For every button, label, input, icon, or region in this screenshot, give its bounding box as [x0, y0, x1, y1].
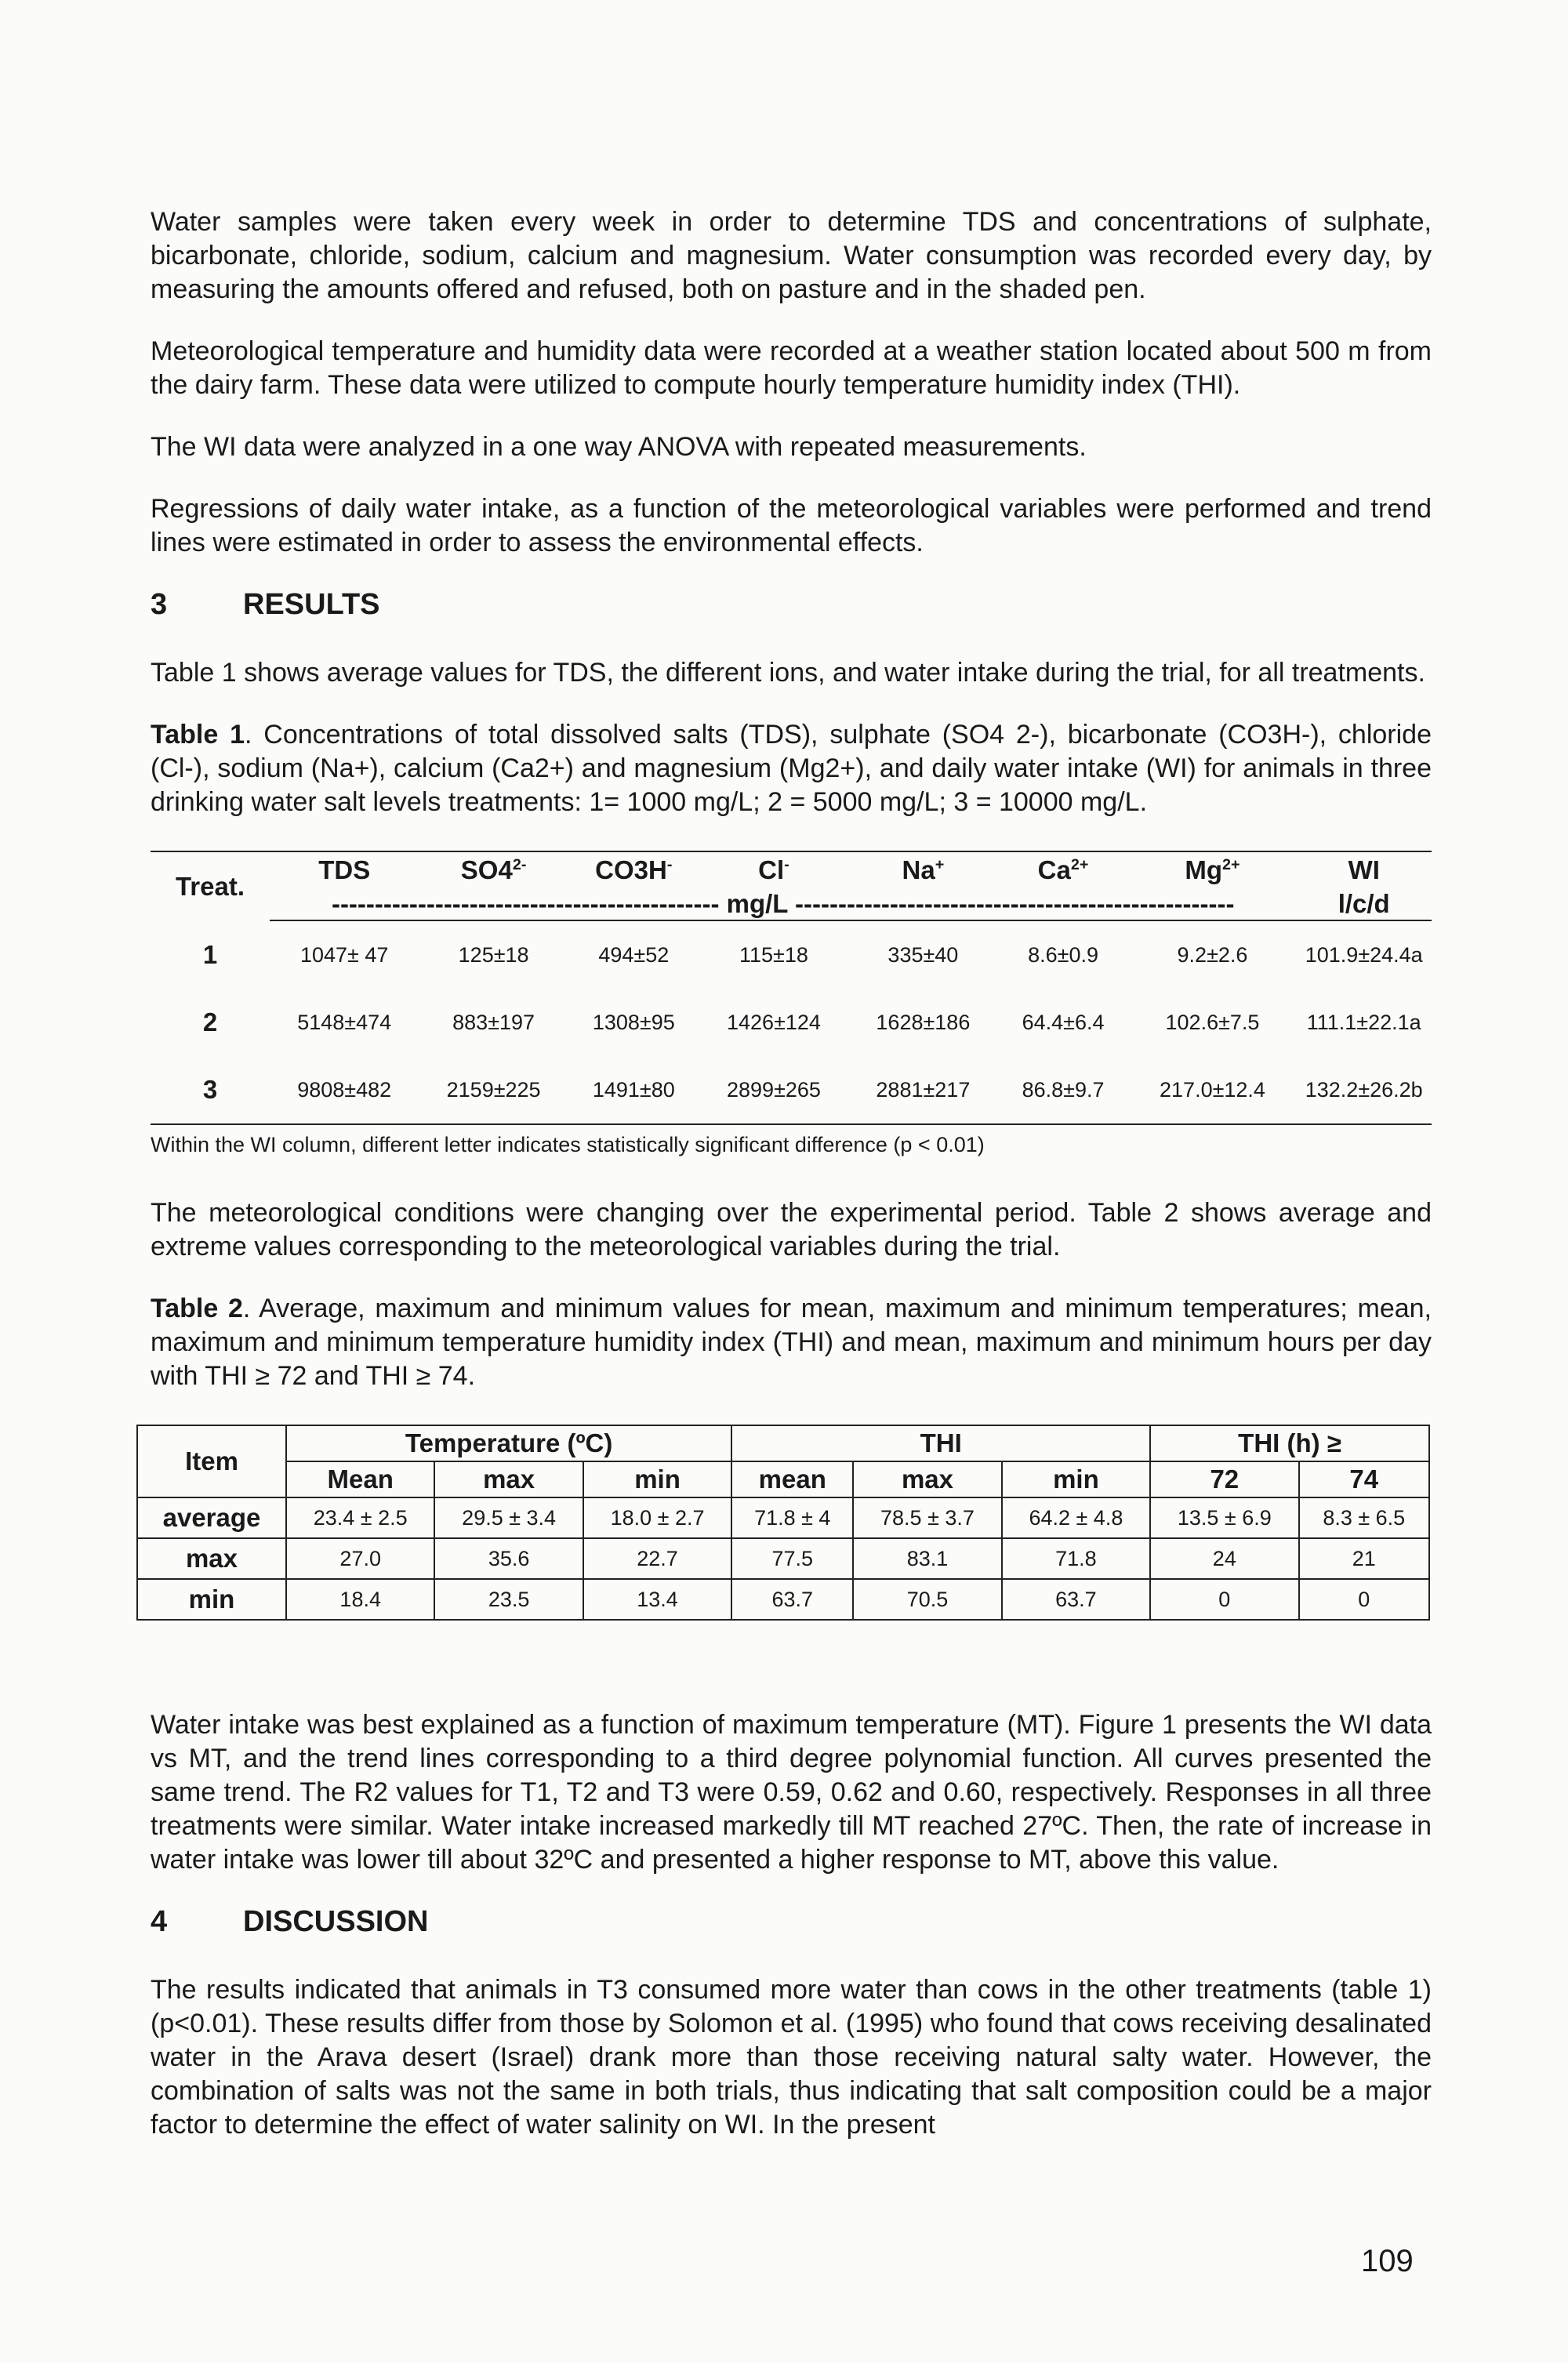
mg-cell: 102.6±7.5 [1165, 1010, 1260, 1034]
tds-cell: 1047± 47 [299, 942, 389, 967]
table1-header-cl [699, 851, 848, 888]
table2-cell: 77.5 [731, 1538, 853, 1579]
ca-sup: 2+ [1070, 856, 1089, 873]
unit-dash-line: --------------------------------------------- mg/L --------------------------------------------------- [331, 889, 1235, 918]
paragraph-discussion: The results indicated that animals in T3 consumed more water than cows in the other treatments (table 1) (p<0.01). These results differ from those by Solomon et al. (1995) who found that cows receiving desalinated water in the Arava desert (Israel) drank more than those receiving natural salty water. However, the combination of salts was not the same in both trials, thus indicating that salt composition could be a major factor to determine the effect of water salinity on WI. In the present [151, 1975, 1432, 2140]
paragraph-water-samples: Water samples were taken every week in order to determine TDS and concentrations of sulphate, bicarbonate, chloride, sodium, calcium and magnesium. Water consumption was recorded every day, by measuring the amounts offered and refused, both on pasture and in the shaded pen. [151, 207, 1432, 304]
ca-cell: 86.8±9.7 [998, 1056, 1129, 1124]
table1-unit-row [151, 888, 1432, 920]
table1-header-treat: Treat. [151, 851, 270, 920]
table2-cell: 63.7 [731, 1579, 853, 1620]
table2-cell: 21 [1299, 1538, 1429, 1579]
section-number: 3 [151, 588, 168, 621]
table1-header-row [151, 851, 1432, 888]
na-cell: 335±40 [887, 942, 959, 967]
page-number: 109 [1361, 2244, 1414, 2278]
treat-cell: 1 [202, 939, 218, 969]
table2-header-item: Item [137, 1425, 286, 1497]
table1-header-na [848, 851, 997, 888]
table-row [151, 989, 1432, 1056]
table2 [136, 1425, 1430, 1621]
cl-sup: - [784, 856, 789, 873]
table2-cell: 23.5 [434, 1579, 583, 1620]
paragraph-results-intro: Table 1 shows average values for TDS, the different ions, and water intake during the trial, for all treatments. [151, 658, 1425, 688]
table2-cell: 70.5 [853, 1579, 1001, 1620]
cl-cell: 115±18 [739, 942, 808, 967]
table2-sub-header: min [1002, 1461, 1150, 1497]
so4-cell: 2159±225 [419, 1056, 568, 1124]
so4-sup: 2- [512, 856, 527, 873]
ca-cell: 64.4±6.4 [1022, 1010, 1105, 1034]
co3h-cell: 494±52 [598, 942, 670, 967]
wi-cell: 111.1±22.1a [1306, 1010, 1421, 1034]
table2-cell: 8.3 ± 6.5 [1299, 1497, 1429, 1538]
table2-row-label: min [137, 1579, 286, 1620]
table1-unit-wi: l/c/d [1296, 888, 1432, 920]
cl-cell: 2899±265 [699, 1056, 848, 1124]
table2-cell: 35.6 [434, 1538, 583, 1579]
table1-caption-text: . Concentrations of total dissolved salts (TDS), sulphate (SO4 2-), bicarbonate (CO3H-), chloride (Cl-), sodium (Na+), calcium (Ca2+) and magnesium (Mg2+), and daily water intake (WI) for animals in three drinking water salt levels treatments: 1= 1000 mg/L; 2 = 5000 mg/L; 3 = 10000 mg/L. [151, 720, 1432, 817]
table2-cell: 0 [1150, 1579, 1298, 1620]
table2-sub-header: 74 [1299, 1461, 1429, 1497]
tds-cell: 9808±482 [270, 1056, 419, 1124]
table2-row-label: max [137, 1538, 286, 1579]
table2-label: Table 2 [151, 1294, 243, 1323]
table-row [137, 1538, 1429, 1579]
table2-cell: 0 [1299, 1579, 1429, 1620]
na-sup: + [935, 856, 945, 873]
table1-unit-mgl [270, 888, 1296, 920]
table1-header-wi: WI [1296, 851, 1432, 888]
na-cell: 2881±217 [848, 1056, 997, 1124]
co3h-sup: - [666, 856, 673, 873]
table2-sub-header: 72 [1150, 1461, 1298, 1497]
section-heading-results [151, 588, 1432, 622]
section-title: DISCUSSION [243, 1905, 429, 1938]
co3h-label: CO3H [595, 855, 667, 884]
table-row [137, 1579, 1429, 1620]
paragraph-regressions: Regressions of daily water intake, as a function of the meteorological variables were performed and trend lines were estimated in order to assess the environmental effects. [151, 494, 1432, 557]
section-heading-discussion [151, 1905, 1432, 1939]
table2-header-temperature: Temperature (ºC) [286, 1425, 731, 1461]
paragraph-anova: The WI data were analyzed in a one way ANOVA with repeated measurements. [151, 432, 1087, 462]
table2-group-header-row [137, 1425, 1429, 1461]
co3h-cell: 1491±80 [568, 1056, 699, 1124]
table-row [137, 1497, 1429, 1538]
ca-cell: 8.6±0.9 [1028, 942, 1098, 967]
table2-sub-header-row [137, 1461, 1429, 1497]
table2-sub-header: min [583, 1461, 731, 1497]
treat-cell: 2 [202, 1007, 218, 1036]
table2-sub-header: max [434, 1461, 583, 1497]
table-row [151, 920, 1432, 989]
table2-cell: 27.0 [286, 1538, 434, 1579]
table1-header-mg [1129, 851, 1297, 888]
table1-label: Table 1 [151, 720, 245, 750]
na-label: Na [902, 855, 935, 884]
table2-cell: 13.4 [583, 1579, 731, 1620]
table1-header-tds: TDS [270, 851, 419, 888]
table1-header-so4 [419, 851, 568, 888]
table2-cell: 83.1 [853, 1538, 1001, 1579]
table2-cell: 18.4 [286, 1579, 434, 1620]
table2-cell: 71.8 [1002, 1538, 1150, 1579]
table2-row-label: average [137, 1497, 286, 1538]
table2-caption [151, 1292, 1432, 1393]
table2-cell: 22.7 [583, 1538, 731, 1579]
table1-caption [151, 718, 1432, 819]
mg-sup: 2+ [1222, 856, 1240, 873]
table2-header-thi-hours: THI (h) ≥ [1150, 1425, 1429, 1461]
table2-cell: 71.8 ± 4 [731, 1497, 853, 1538]
paragraph-table2-intro: The meteorological conditions were changing over the experimental period. Table 2 shows average and extreme values corresponding to the meteorological variables during the trial. [151, 1198, 1432, 1261]
wi-cell: 132.2±26.2b [1296, 1056, 1432, 1124]
paragraph-meteorological: Meteorological temperature and humidity data were recorded at a weather station located about 500 m from the dairy farm. These data were utilized to compute hourly temperature humidity index (THI). [151, 336, 1432, 400]
table2-cell: 64.2 ± 4.8 [1002, 1497, 1150, 1538]
mg-cell: 217.0±12.4 [1129, 1056, 1297, 1124]
table1 [151, 851, 1432, 1125]
table2-cell: 13.5 ± 6.9 [1150, 1497, 1298, 1538]
table2-sub-header: max [853, 1461, 1001, 1497]
unit-mgl-label: mg/L [726, 889, 788, 918]
section-title: RESULTS [243, 588, 380, 621]
table2-header-thi: THI [731, 1425, 1150, 1461]
table2-cell: 78.5 ± 3.7 [853, 1497, 1001, 1538]
table2-caption-text: . Average, maximum and minimum values for mean, maximum and minimum temperatures; mean, maximum and minimum temperature humidity index (THI) and mean, maximum and minimum hours per day with THI ≥ 72 and THI ≥ 74. [151, 1294, 1432, 1391]
table2-cell: 24 [1150, 1538, 1298, 1579]
table2-sub-header: Mean [286, 1461, 434, 1497]
mg-cell: 9.2±2.6 [1177, 942, 1248, 967]
table1-header-ca [998, 851, 1129, 888]
table2-sub-header: mean [731, 1461, 853, 1497]
page-body [151, 205, 1432, 2170]
table2-cell: 18.0 ± 2.7 [583, 1497, 731, 1538]
treat-cell: 3 [151, 1056, 270, 1124]
table-row [151, 1056, 1432, 1124]
so4-label: SO4 [460, 855, 513, 884]
wi-cell: 101.9±24.4a [1305, 942, 1423, 967]
table2-cell: 29.5 ± 3.4 [434, 1497, 583, 1538]
table2-cell: 23.4 ± 2.5 [286, 1497, 434, 1538]
paragraph-water-intake-results: Water intake was best explained as a function of maximum temperature (MT). Figure 1 presents the WI data vs MT, and the trend lines corresponding to a third degree polynomial function. All curves presented the same trend. The R2 values for T1, T2 and T3 were 0.59, 0.62 and 0.60, respectively. Responses in all three treatments were similar. Water intake increased markedly till MT reached 27ºC. Then, the rate of increase in water intake was lower till about 32ºC and presented a higher response to MT, above this value. [151, 1710, 1432, 1875]
co3h-cell: 1308±95 [592, 1010, 675, 1034]
section-number: 4 [151, 1905, 168, 1938]
tds-cell: 5148±474 [297, 1010, 392, 1034]
na-cell: 1628±186 [876, 1010, 971, 1034]
cl-label: Cl [758, 855, 785, 884]
so4-cell: 883±197 [452, 1010, 535, 1034]
table1-footnote: Within the WI column, different letter indicates statistically significant difference (p < 0.01) [151, 1133, 985, 1156]
table1-header-co3h [568, 851, 699, 888]
mg-label: Mg [1185, 855, 1223, 884]
table2-cell: 63.7 [1002, 1579, 1150, 1620]
ca-label: Ca [1037, 855, 1071, 884]
cl-cell: 1426±124 [727, 1010, 821, 1034]
so4-cell: 125±18 [458, 942, 529, 967]
